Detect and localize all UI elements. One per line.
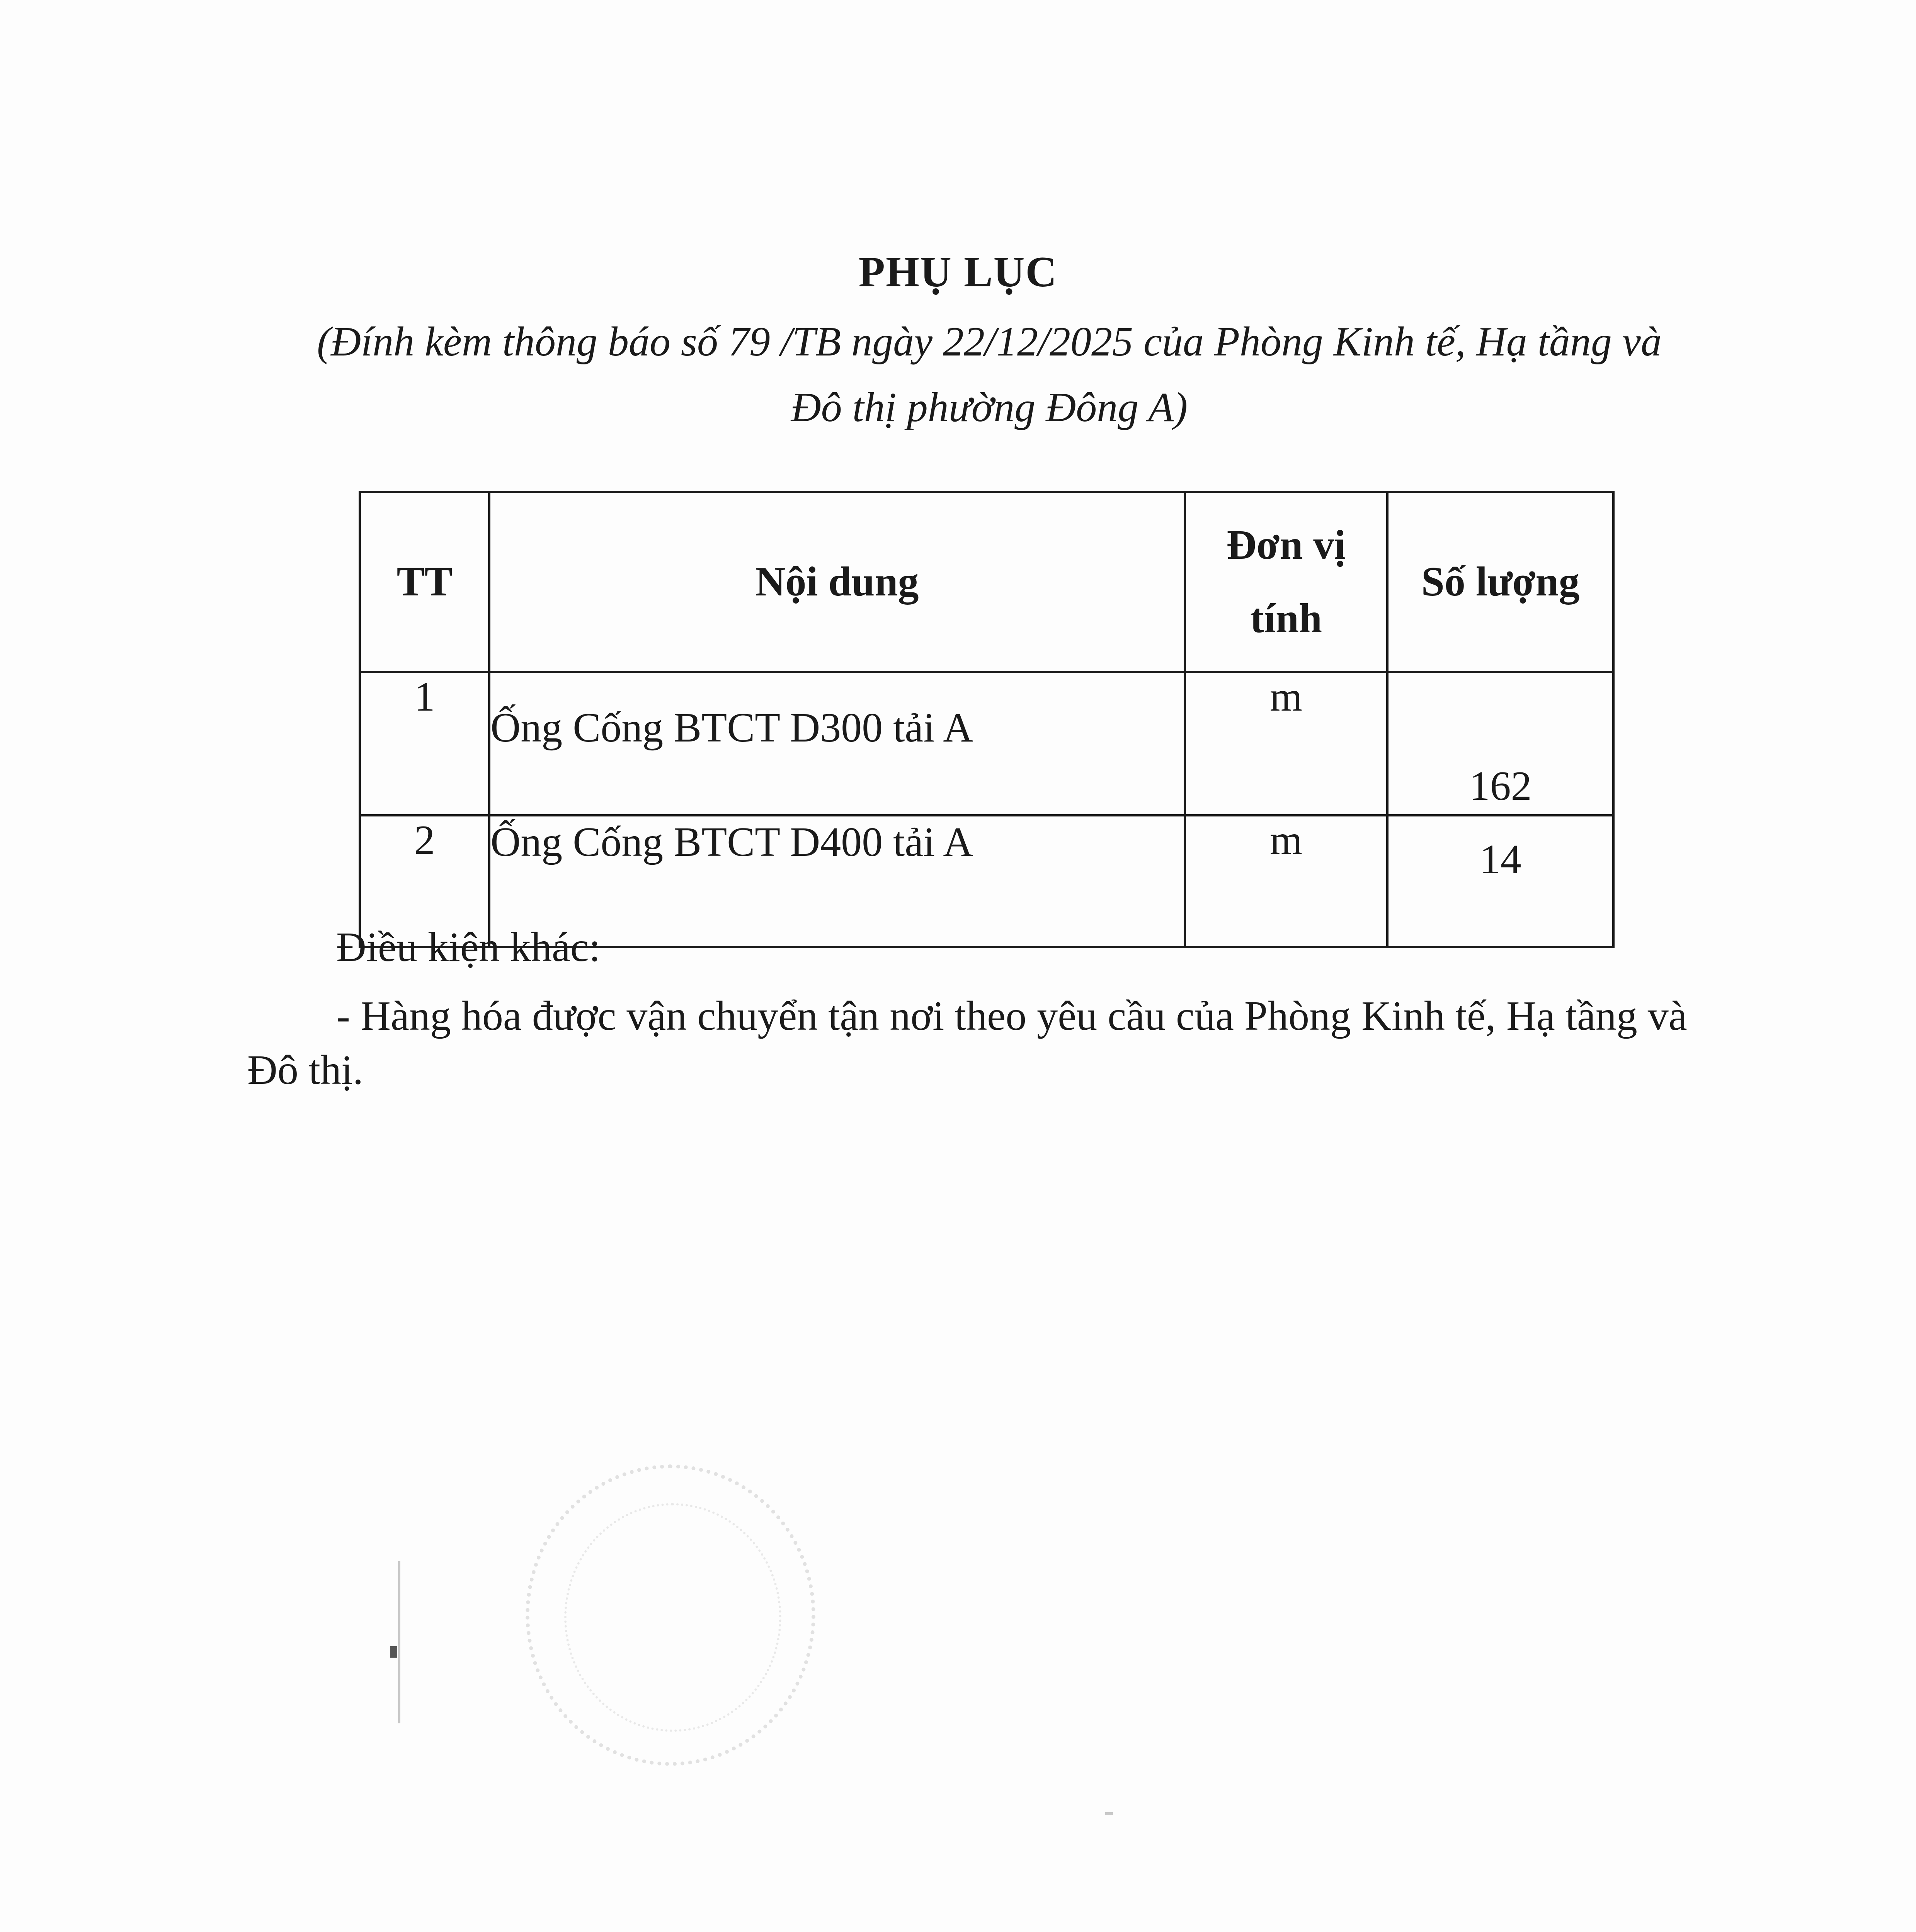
header-unit-line-2: tính (1250, 595, 1322, 641)
faded-stamp-inner-ring (564, 1503, 781, 1732)
row-content: Ống Cống BTCT D300 tải A (489, 672, 1184, 815)
subtitle-line-1: (Đính kèm thông báo số 79 /TB ngày 22/12/2025 của Phòng Kinh tế, Hạ tầng và (317, 319, 1662, 365)
document-subtitle (216, 309, 1762, 440)
header-unit-line-1: Đơn vị (1226, 522, 1346, 568)
appendix-table (359, 491, 1615, 948)
table-header-row (360, 492, 1613, 672)
table-row (360, 672, 1613, 815)
row-unit: m (1185, 815, 1388, 947)
row-tt: 1 (360, 672, 489, 815)
header-quantity: Số lượng (1387, 492, 1613, 672)
header-unit (1185, 492, 1388, 672)
header-content: Nội dung (489, 492, 1184, 672)
scan-mark (390, 1646, 397, 1658)
conditions-heading: Điều kiện khác: (336, 924, 601, 970)
header-tt: TT (360, 492, 489, 672)
subtitle-line-2: Đô thị phường Đông A) (791, 384, 1188, 430)
row-quantity: 14 (1387, 815, 1613, 947)
faded-stamp-seal (526, 1464, 815, 1766)
scan-mark (1105, 1812, 1113, 1815)
row-quantity: 162 (1387, 672, 1613, 815)
scan-mark (398, 1561, 400, 1723)
row-unit: m (1185, 672, 1388, 815)
document-title: PHỤ LỤC (858, 248, 1058, 296)
row-content: Ống Cống BTCT D400 tải A (489, 815, 1184, 947)
conditions-item: - Hàng hóa được vận chuyển tận nơi theo yêu cầu của Phòng Kinh tế, Hạ tầng và Đô thị. (247, 993, 1687, 1093)
row-tt: 2 (360, 815, 489, 947)
